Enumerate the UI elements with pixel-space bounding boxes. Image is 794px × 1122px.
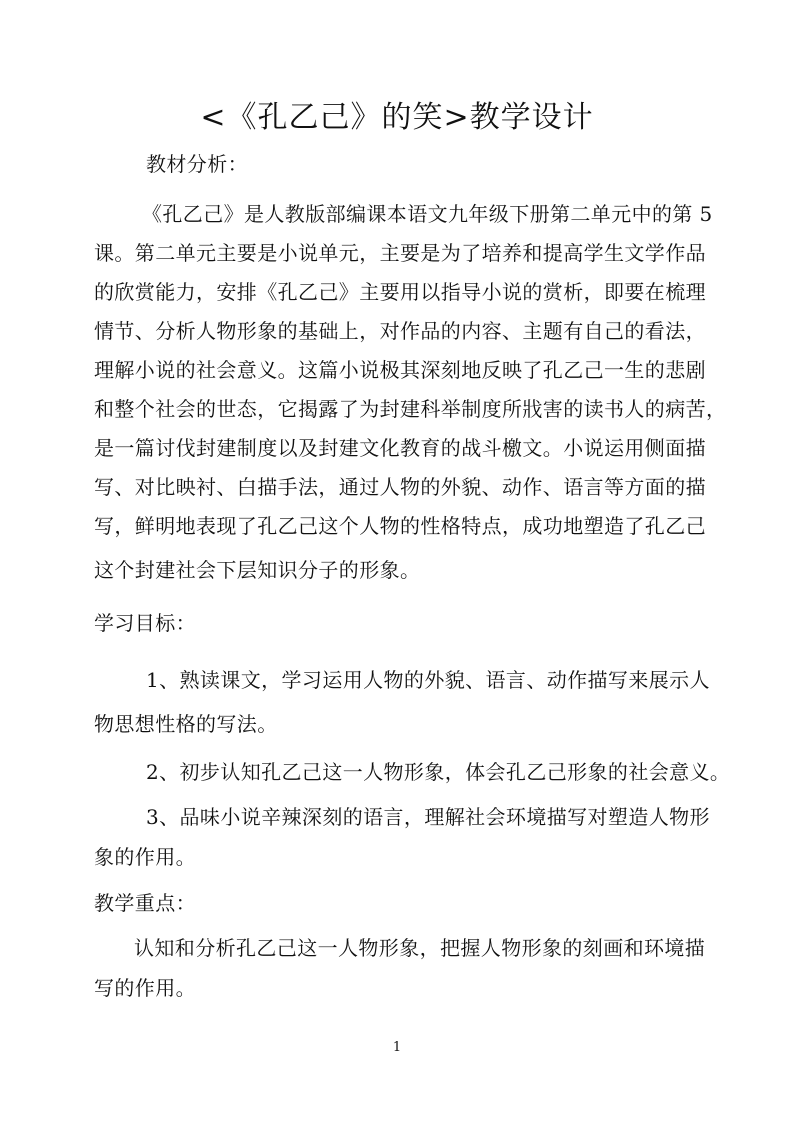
paragraph-line: 《孔乙己》是人教版部编课本语文九年级下册第二单元中的第 5 <box>142 202 713 226</box>
section-heading-focus: 教学重点： <box>94 891 196 915</box>
paragraph-line: 理解小说的社会意义。这篇小说极其深刻地反映了孔乙己一生的悲剧 <box>94 358 706 382</box>
paragraph-line: 情节、分析人物形象的基础上，对作品的内容、主题有自己的看法， <box>94 319 706 343</box>
paragraph-line: 的欣赏能力，安排《孔乙己》主要用以指导小说的赏析，即要在梳理 <box>94 280 706 304</box>
paragraph-line: 写，鲜明地表现了孔乙己这个人物的性格特点，成功地塑造了孔乙己 <box>94 514 706 538</box>
paragraph-line: 和整个社会的世态，它揭露了为封建科举制度所戕害的读书人的病苦， <box>94 397 727 421</box>
paragraph-line: 课。第二单元主要是小说单元，主要是为了培养和提高学生文学作品 <box>94 241 706 265</box>
paragraph-line: 写、对比映衬、白描手法，通过人物的外貌、动作、语言等方面的描 <box>94 475 706 499</box>
focus-line-2: 写的作用。 <box>94 976 196 1000</box>
goal-item-1-line-1: 1、熟读课文，学习运用人物的外貌、语言、动作描写来展示人 <box>146 668 710 692</box>
paragraph-line: 是一篇讨伐封建制度以及封建文化教育的战斗檄文。小说运用侧面描 <box>94 436 706 460</box>
goal-item-3-line-1: 3、品味小说辛辣深刻的语言，理解社会环境描写对塑造人物形 <box>146 805 710 829</box>
section-heading-goals: 学习目标： <box>94 611 196 635</box>
page-title: <《孔乙己》的笑>教学设计 <box>200 100 594 135</box>
focus-line-1: 认知和分析孔乙己这一人物形象，把握人物形象的刻画和环境描 <box>134 936 706 960</box>
page-number: 1 <box>392 1040 402 1055</box>
goal-item-1-line-2: 物思想性格的写法。 <box>94 712 278 736</box>
goal-item-3-line-2: 象的作用。 <box>94 845 196 869</box>
goal-item-2: 2、初步认知孔乙己这一人物形象，体会孔乙己形象的社会意义。 <box>146 760 731 784</box>
paragraph-line: 这个封建社会下层知识分子的形象。 <box>94 558 421 582</box>
section-heading-analysis: 教材分析： <box>146 152 248 176</box>
